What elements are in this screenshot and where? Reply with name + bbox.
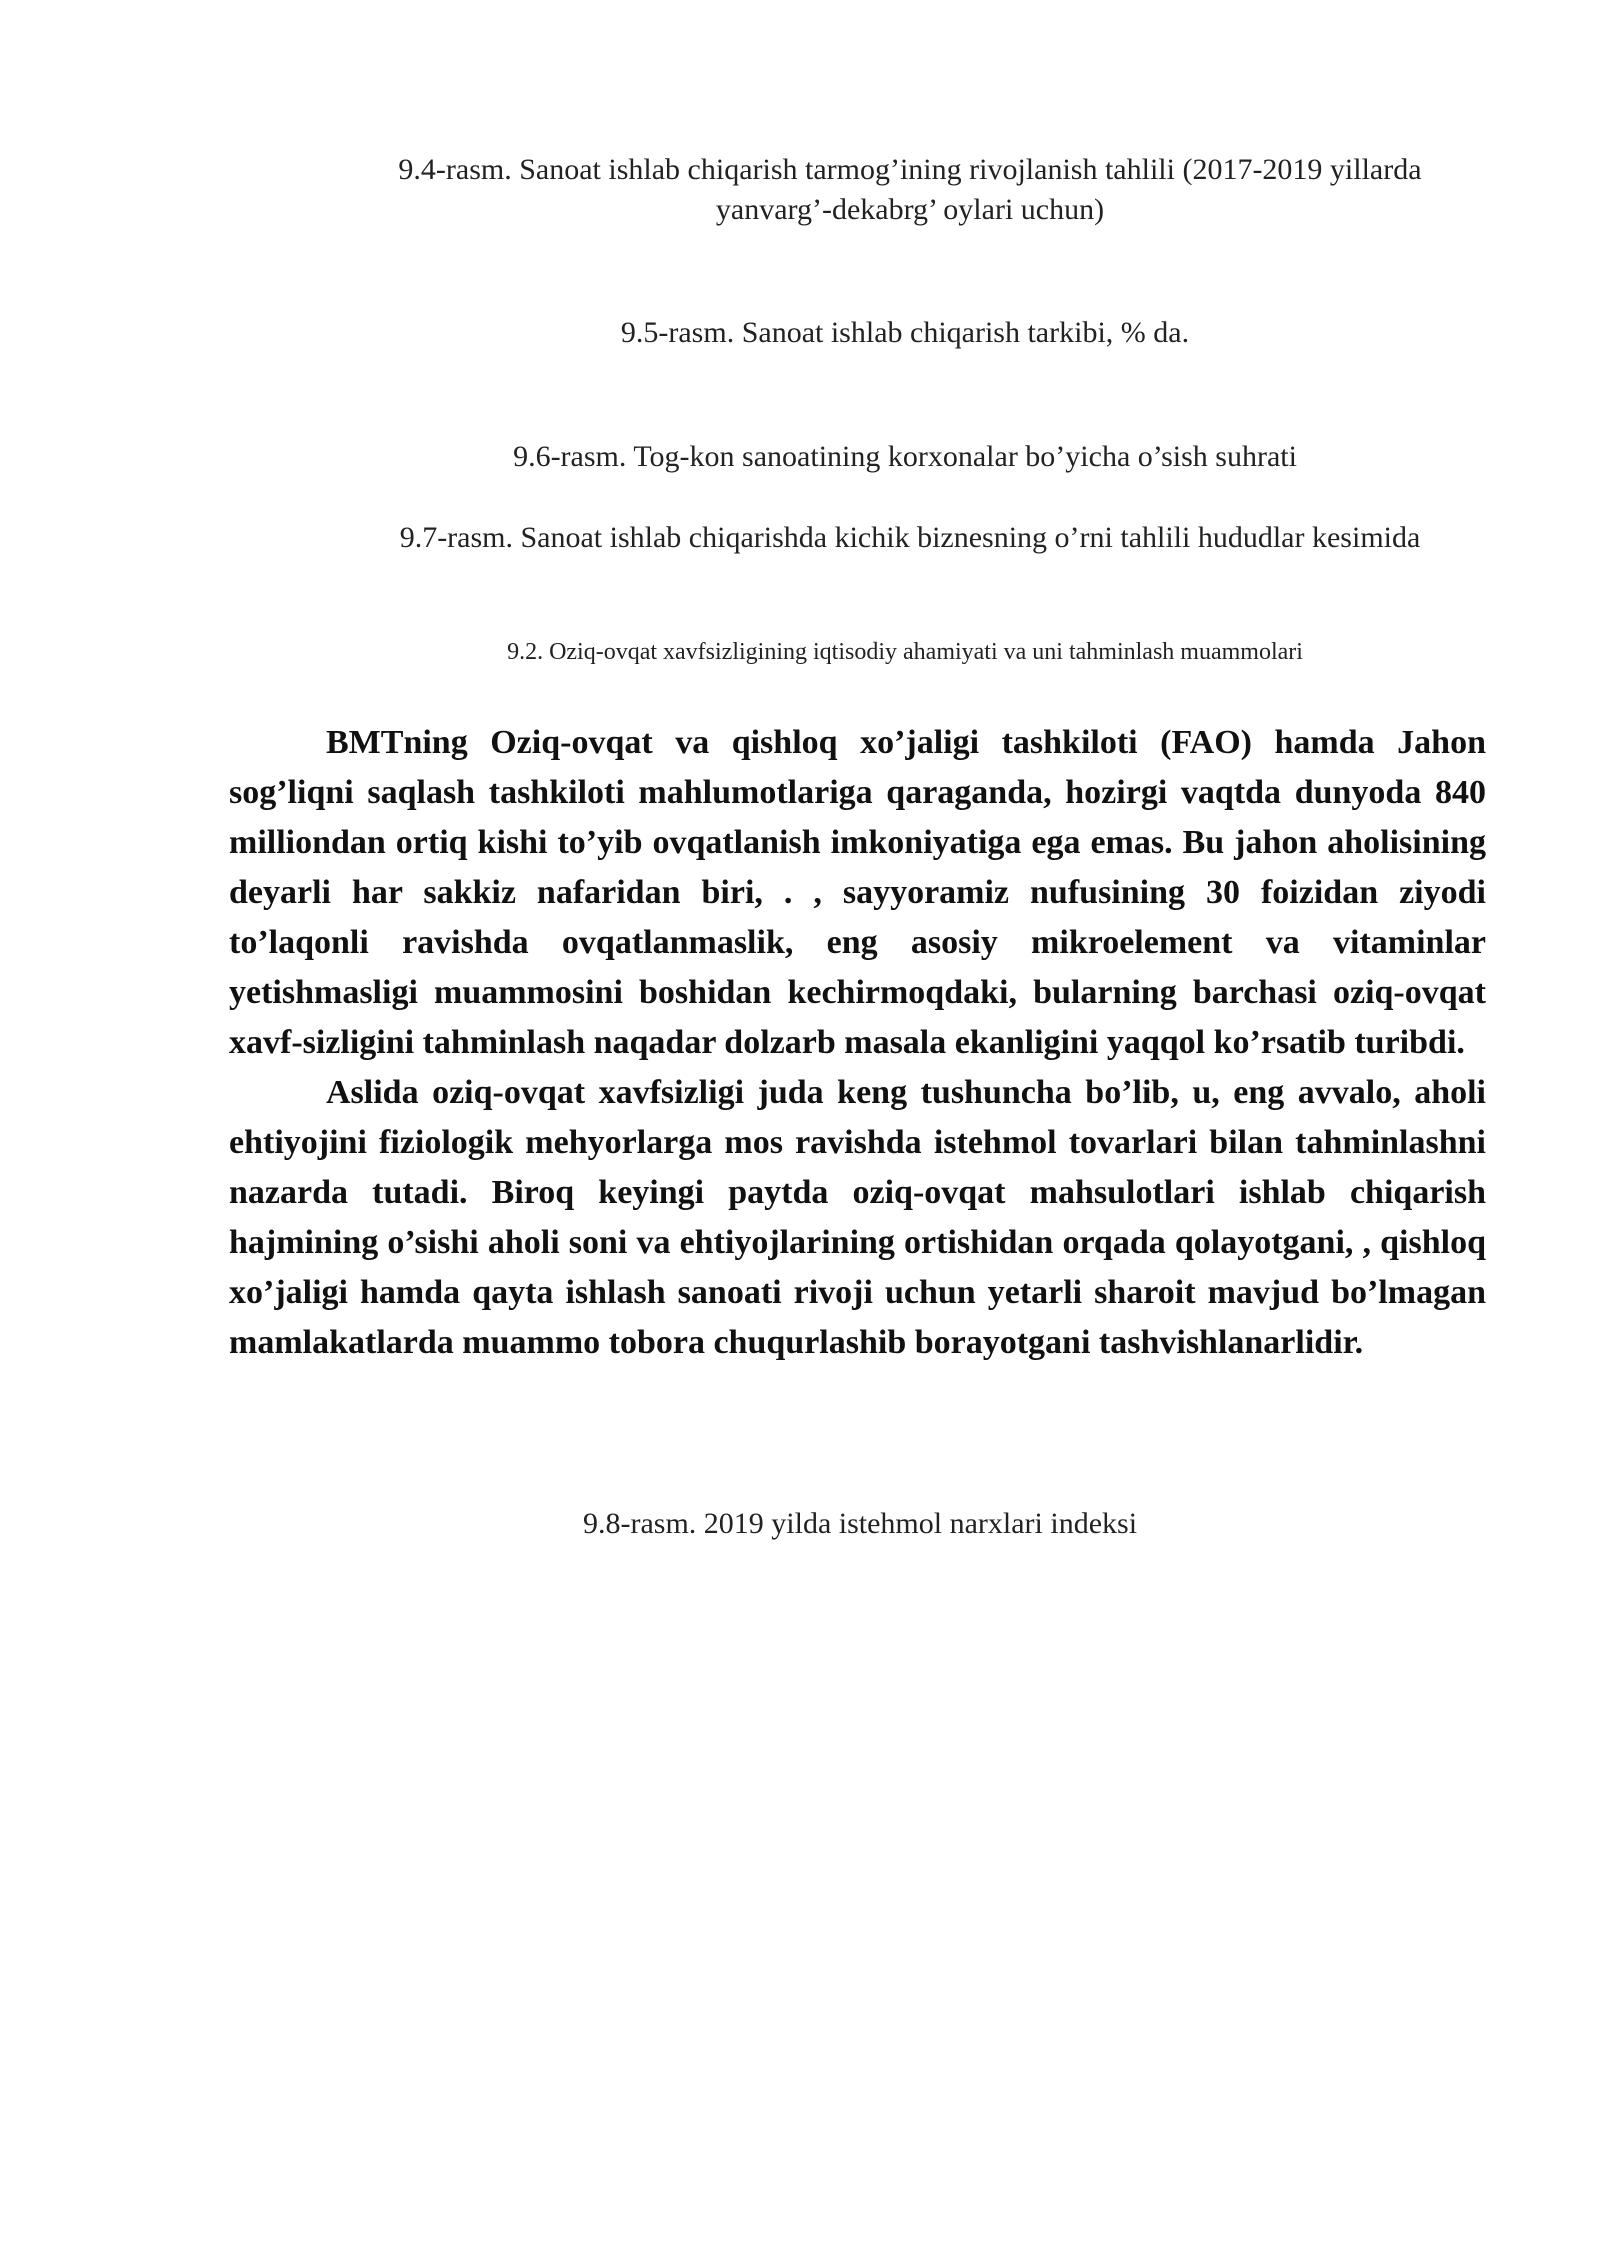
figure-caption-9-5: 9.5-rasm. Sanoat ishlab chiqarish tarkibi, % da.: [620, 316, 1190, 349]
figure-caption-9-8: 9.8-rasm. 2019 yilda istehmol narxlari indeksi: [582, 1507, 1138, 1540]
section-heading: 9.2. Oziq-ovqat xavfsizligining iqtisodiy ahamiyati va uni tahminlash muammolari: [507, 639, 1303, 665]
paragraph-1: BMTning Oziq-ovqat va qishloq xo’jaligi tashkiloti (FAO) hamda Jahon sog’liqni saqlash tashkiloti mahlumotlariga qaraganda, hozirgi vaqtda dunyoda 840 milliondan ortiq kishi to’yib ovqatlanish imkoniyatiga ega emas. Bu jahon aholisining deyarli har sakkiz nafaridan biri, . , sayyoramiz nufusining 30 foizidan ziyodi to’laqonli ravishda ovqatlanmaslik, eng asosiy mikroelement va vitaminlar yetishmasligi muammosini boshidan kechirmoqdaki, bularning barchasi oziq-ovqat xavf-sizligini tahminlash naqadar dolzarb masala ekanligini yaqqol ko’rsatib turibdi.: [229, 724, 1486, 1061]
figure-caption-9-4: 9.4-rasm. Sanoat ishlab chiqarish tarmog’ining rivojlanish tahlili (2017-2019 yillarda yanvarg’-dekabrg’ oylari uchun): [398, 153, 1422, 226]
paragraph-2: Aslida oziq-ovqat xavfsizligi juda keng tushuncha bo’lib, u, eng avvalo, aholi ehtiyojini fiziologik mehyorlarga mos ravishda istehmol tovarlari bilan tahminlashni nazarda tutadi. Biroq keyingi paytda oziq-ovqat mahsulotlari ishlab chiqarish hajmining o’sishi aholi soni va ehtiyojlarining ortishidan orqada qolayotgani, , qishloq xo’jaligi hamda qayta ishlash sanoati rivoji uchun yetarli sharoit mavjud bo’lmagan mamlakatlarda muammo tobora chuqurlashib borayotgani tashvishlanarlidir.: [229, 1074, 1486, 1361]
body-text: [229, 718, 1486, 1368]
figure-caption-9-7: 9.7-rasm. Sanoat ishlab chiqarishda kichik biznesning o’rni tahlili hududlar kesimida: [399, 521, 1421, 554]
figure-caption-9-6: 9.6-rasm. Tog-kon sanoatining korxonalar bo’yicha o’sish suhrati: [513, 440, 1297, 473]
